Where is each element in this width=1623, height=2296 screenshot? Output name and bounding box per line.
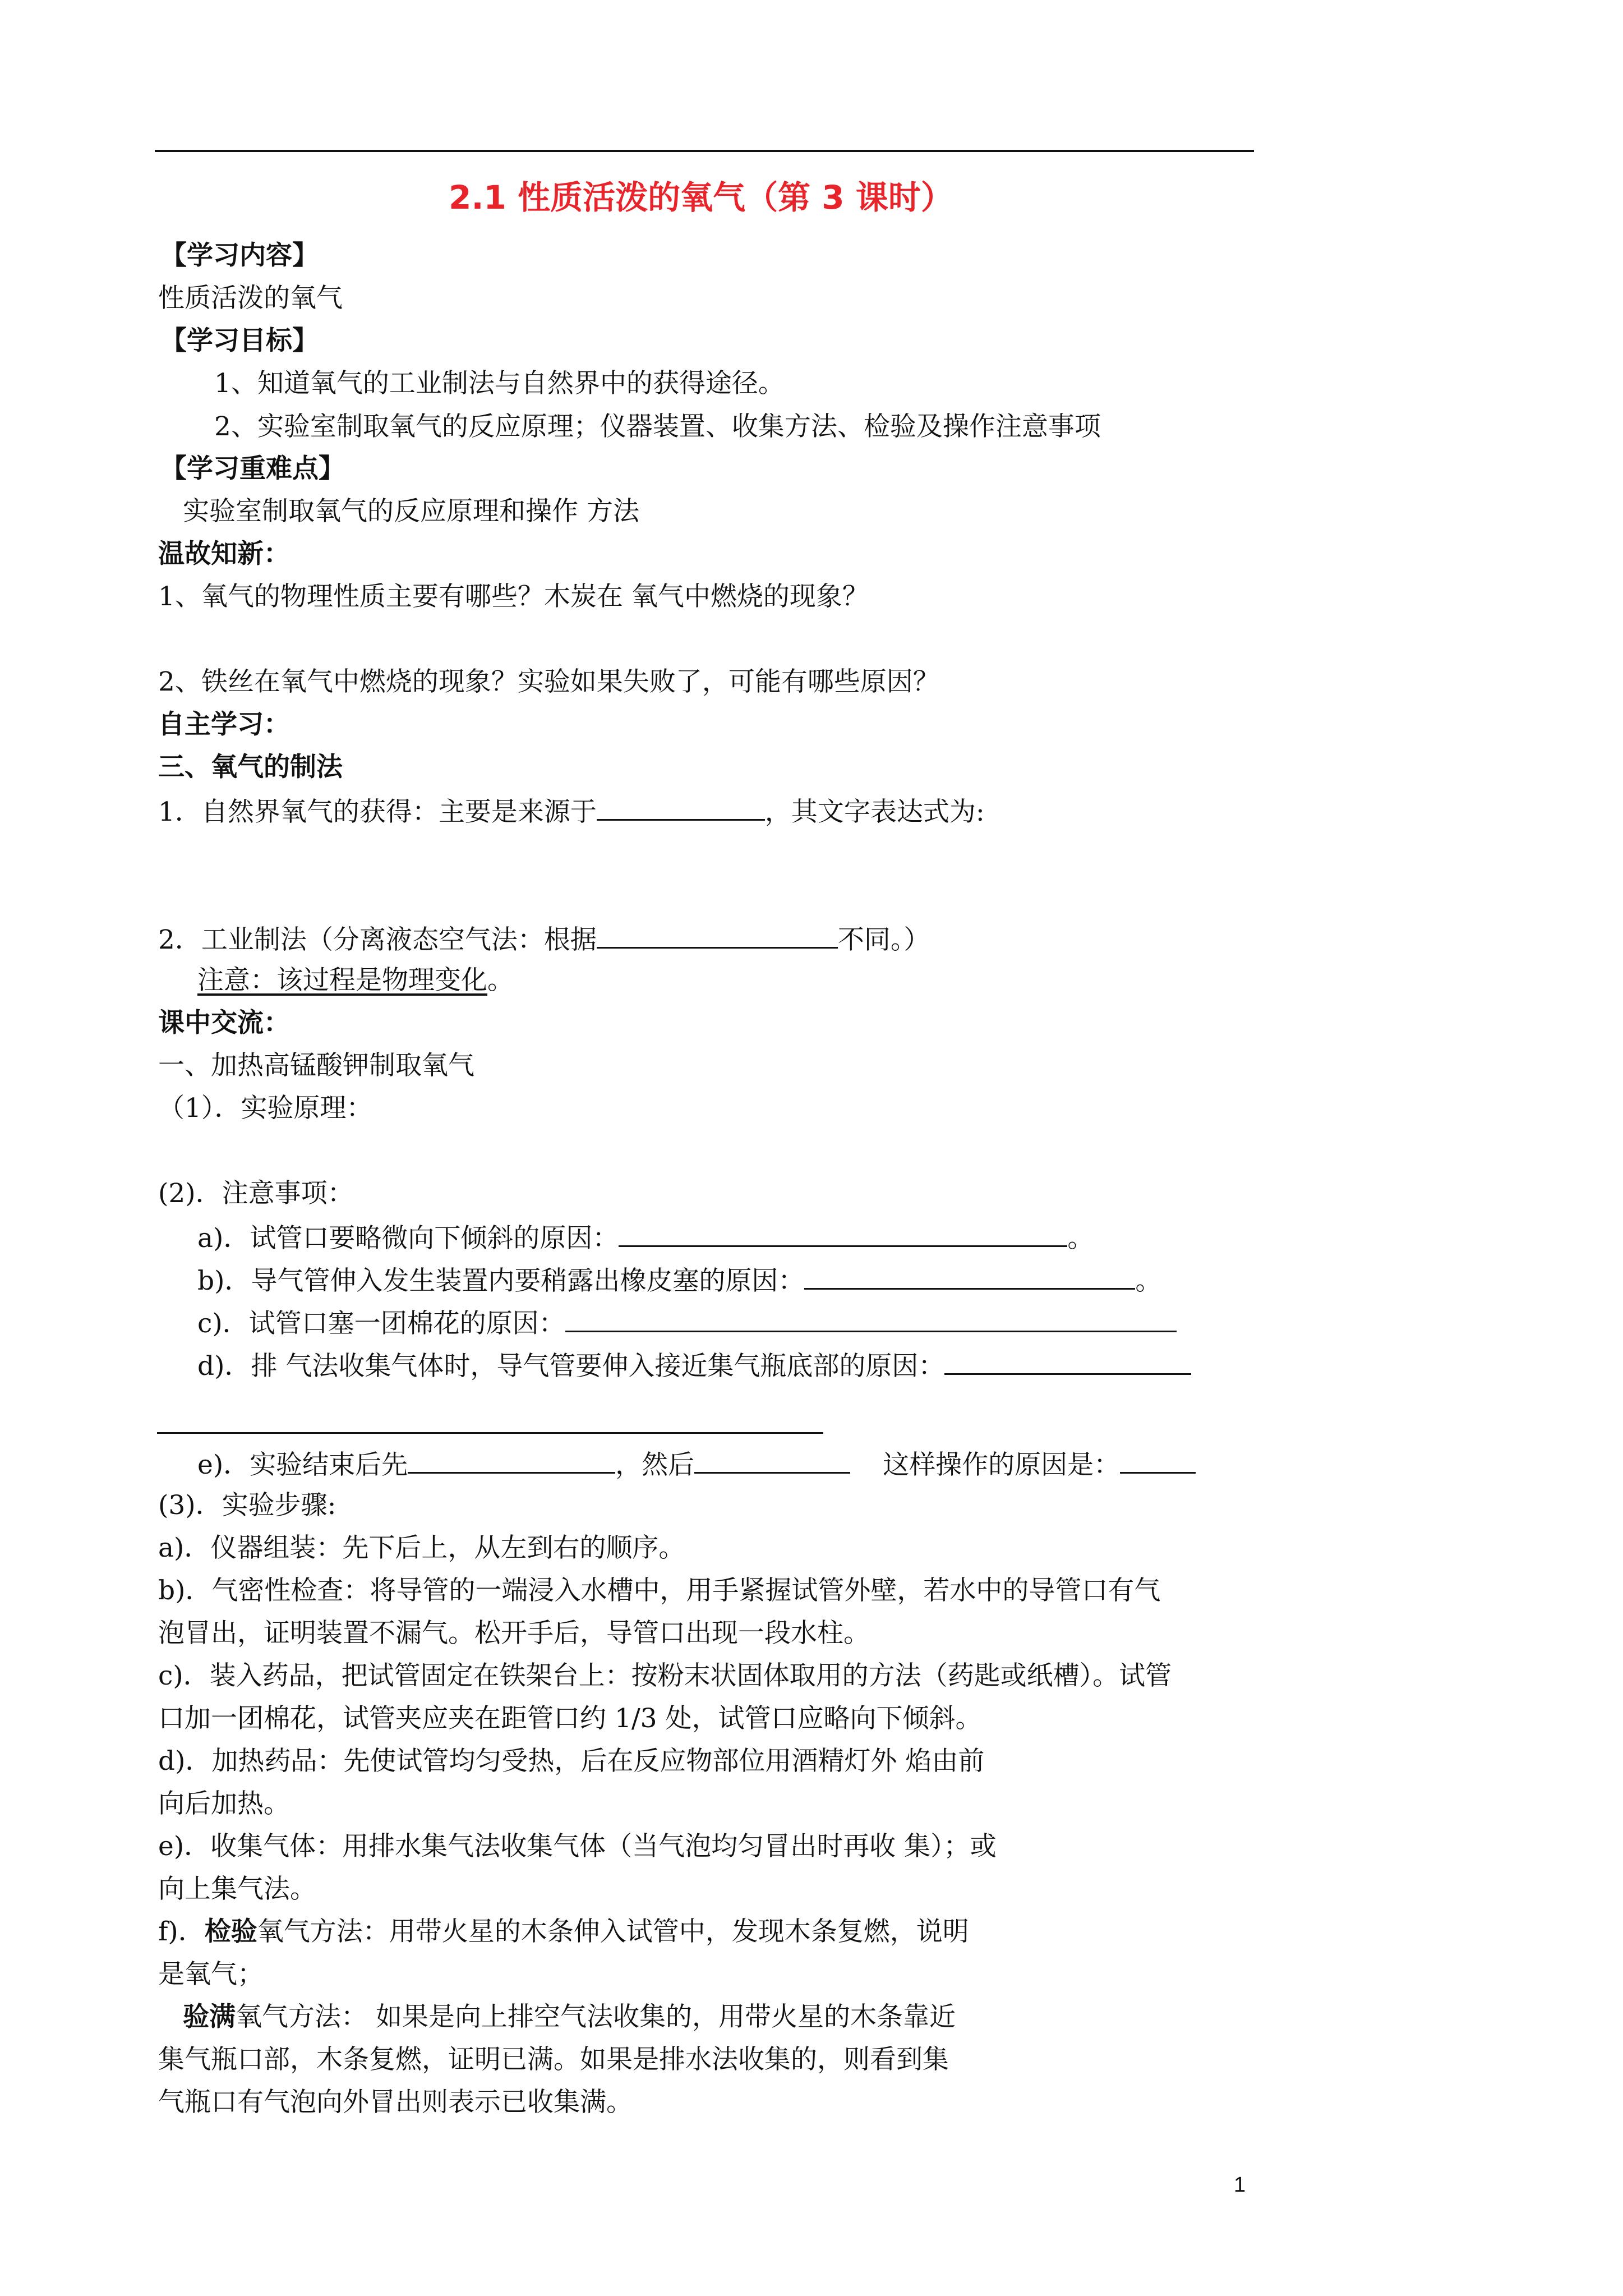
answer-blank-e-then[interactable] (694, 1450, 850, 1474)
precaution-d-text: d)．排 气法收集气体时，导气管要伸入接近集气瓶底部的原因： (197, 1351, 945, 1382)
answer-blank-e-first[interactable] (408, 1450, 615, 1474)
precaution-c (197, 1308, 1177, 1337)
answer-blank-source[interactable] (597, 797, 765, 821)
heading-class-exchange: 课中交流： (158, 1007, 290, 1038)
study-content-text: 性质活泼的氧气 (158, 283, 343, 314)
answer-blank-e-reason[interactable] (1120, 1450, 1196, 1474)
note-physical-change (197, 965, 514, 996)
precaution-b (197, 1266, 1161, 1294)
heading-study-content: 【学习内容】 (160, 240, 319, 271)
question-industrial (158, 924, 930, 953)
question-natural-oxygen-text: 1．自然界氧气的获得：主要是来源于 (158, 797, 597, 827)
precaution-d (197, 1351, 1191, 1382)
note-text: 注意：该过程是物理变化 (197, 965, 487, 996)
question-natural-oxygen-tail: ，其文字表达式为: (764, 797, 985, 827)
question-industrial-text: 2．工业制法（分离液态空气法：根据 (158, 924, 597, 955)
precautions-heading: (2)．注意事项： (158, 1178, 354, 1209)
step-g-bold: 验满 (183, 2001, 236, 2032)
steps-heading: (3)．实验步骤: (158, 1490, 336, 1521)
answer-blank-b[interactable] (804, 1266, 1135, 1290)
precaution-e-text: e)．实验结束后先 (197, 1450, 408, 1480)
heading-oxygen-preparation: 三、氧气的制法 (158, 752, 343, 783)
step-f-line1 (158, 1918, 969, 1945)
step-d-line2: 向后加热。 (158, 1788, 290, 1819)
step-b-line2: 泡冒出，证明装置不漏气。松开手后，导管口出现一段水柱。 (158, 1618, 870, 1649)
answer-blank-d-continued[interactable] (157, 1432, 823, 1434)
answer-blank-a[interactable] (619, 1223, 1067, 1247)
step-f-line2: 是氧气； (158, 1959, 264, 1990)
part-kmno4: 一、加热高锰酸钾制取氧气 (158, 1050, 474, 1081)
step-d-line1: d)．加热药品：先使试管均匀受热，后在反应物部位用酒精灯外 焰由前 (158, 1746, 985, 1777)
principle-heading: （1）．实验原理： (158, 1093, 373, 1124)
answer-blank-industrial[interactable] (597, 924, 838, 949)
step-f-prefix: f)． (158, 1916, 205, 1947)
question-natural-oxygen (158, 797, 985, 825)
step-c-line1: c)．装入药品，把试管固定在铁架台上：按粉末状固体取用的方法（药匙或纸槽）。试管 (158, 1660, 1172, 1691)
heading-review: 温故知新： (158, 539, 290, 569)
step-a: a)．仪器组装：先下后上，从左到右的顺序。 (158, 1533, 685, 1563)
question-industrial-tail: 不同。） (837, 924, 930, 955)
step-g-text: 氧气方法： 如果是向上排空气法收集的，用带火星的木条靠近 (236, 2001, 956, 2032)
step-g-line2: 集气瓶口部，木条复燃，证明已满。如果是排水法收集的，则看到集 (158, 2044, 949, 2075)
heading-self-study: 自主学习： (158, 709, 290, 740)
step-g-line3: 气瓶口有气泡向外冒出则表示已收集满。 (158, 2087, 633, 2118)
step-c-line2: 口加一团棉花，试管夹应夹在距管口约 1/3 处，试管口应略向下倾斜。 (158, 1703, 982, 1734)
step-g-line1 (183, 2001, 956, 2032)
step-b-line1: b)．气密性检查：将导管的一端浸入水槽中，用手紧握试管外壁，若水中的导管口有气 (158, 1575, 1161, 1606)
precaution-e (197, 1450, 1196, 1478)
step-f-text: 氧气方法：用带火星的木条伸入试管中，发现木条复燃，说明 (257, 1916, 969, 1947)
page-number: 1 (1234, 2173, 1246, 2197)
top-rule (155, 150, 1254, 152)
answer-blank-c[interactable] (565, 1308, 1177, 1332)
precaution-e-reason: 这样操作的原因是： (883, 1450, 1121, 1480)
precaution-b-text: b)．导气管伸入发生装置内要稍露出橡皮塞的原因： (197, 1266, 805, 1296)
precaution-a (197, 1223, 1094, 1254)
key-points-text: 实验室制取氧气的反应原理和操作 方法 (183, 496, 639, 527)
precaution-c-text: c)．试管口塞一团棉花的原因： (197, 1308, 565, 1339)
precaution-e-then: ，然后 (615, 1450, 695, 1480)
review-question-1: 1、氧气的物理性质主要有哪些？木炭在 氧气中燃烧的现象？ (158, 581, 869, 612)
step-e-line2: 向上集气法。 (158, 1874, 316, 1904)
answer-blank-d[interactable] (944, 1351, 1191, 1375)
precaution-a-end: 。 (1067, 1223, 1094, 1254)
precaution-a-text: a)．试管口要略微向下倾斜的原因： (197, 1223, 619, 1254)
precaution-b-end: 。 (1135, 1266, 1162, 1296)
heading-key-points: 【学习重难点】 (160, 453, 345, 484)
goal-2: 2、实验室制取氧气的反应原理；仪器装置、收集方法、检验及操作注意事项 (214, 411, 1101, 442)
page-title: 2.1 性质活泼的氧气（第 3 课时） (449, 178, 953, 217)
goal-1: 1、知道氧气的工业制法与自然界中的获得途径。 (214, 368, 785, 399)
review-question-2: 2、铁丝在氧气中燃烧的现象？实验如果失败了，可能有哪些原因？ (158, 666, 939, 697)
step-e-line1: e)．收集气体：用排水集气法收集气体（当气泡均匀冒出时再收 集）；或 (158, 1831, 997, 1862)
note-end: 。 (487, 965, 514, 996)
step-f-bold: 检验 (204, 1916, 257, 1947)
heading-study-goals: 【学习目标】 (160, 325, 319, 356)
